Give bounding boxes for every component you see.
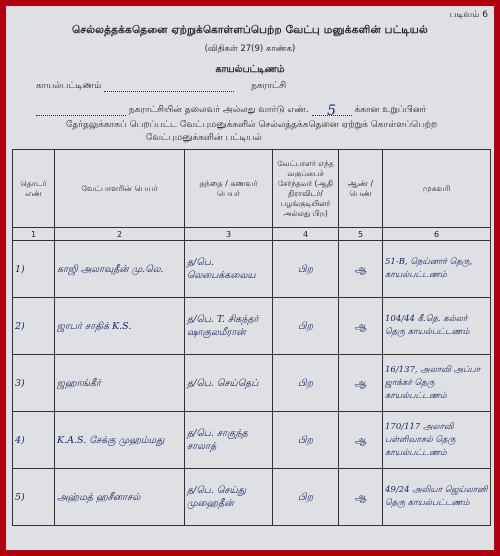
header-gender: ஆண் / பெண் <box>339 150 383 228</box>
row-category: பிற <box>273 355 339 412</box>
header-father: தந்தை / கணவர் பெயர் <box>185 150 273 228</box>
candidate-table <box>12 149 491 526</box>
column-number-row <box>13 228 491 241</box>
row-category: பிற <box>273 469 339 526</box>
list-description <box>66 119 437 145</box>
row-gender: ஆ <box>339 412 383 469</box>
row-category: பிற <box>273 412 339 469</box>
row-serial: 1) <box>13 241 55 298</box>
row-candidate-name: காஜி அலாவுதீன் மு.லெ. <box>55 241 185 298</box>
rule-reference: (விதிகள் 27(9) காண்க) <box>204 44 296 54</box>
column-number: 5 <box>339 228 383 241</box>
row-address: 16/137, அலாவி அப்பா ஜாக்கர் தெரு காயல்பட்டணம் <box>383 355 491 412</box>
row-father-name: த/பெ. சாகுந்த சாலாத் <box>185 412 273 469</box>
row-candidate-name: ஜாபர் சாதிக் K.S. <box>55 298 185 355</box>
table-row <box>13 469 491 526</box>
row-candidate-name: அஹ்மத் ஹசீனாசல் <box>55 469 185 526</box>
row-address: 51-B, நெய்னார் தெரு, காயல்பட்டணம் <box>383 241 491 298</box>
row-category: பிற <box>273 298 339 355</box>
table-row <box>13 412 491 469</box>
column-number: 1 <box>13 228 55 241</box>
table-row <box>13 241 491 298</box>
column-number: 3 <box>185 228 273 241</box>
row-category: பிற <box>273 241 339 298</box>
ward-suffix: க்கான உறுப்பினர் <box>354 105 427 115</box>
table-header-row <box>13 150 491 228</box>
row-gender: ஆ <box>339 469 383 526</box>
row-father-name: த/பெ. லெபைக்கலைய <box>185 241 273 298</box>
locality-line <box>36 81 476 92</box>
ward-line <box>36 103 494 119</box>
row-father-name: த/பெ. செய்தெப் <box>185 355 273 412</box>
column-number: 2 <box>55 228 185 241</box>
table-row <box>13 355 491 412</box>
row-father-name: த/பெ. T. சிகந்தர் ஷாகுலமீரான் <box>185 298 273 355</box>
locality-type: நகராட்சி <box>251 81 287 91</box>
column-number: 4 <box>273 228 339 241</box>
row-address: 104/44 கீ.தெ. கல்லர் தெரு காயல்பட்டணம் <box>383 298 491 355</box>
header-serial: தொடர் எண் <box>13 150 55 228</box>
row-address: 170/117 அலாவி பள்ளிவாசல் தெரு காயல்பட்டணம் <box>383 412 491 469</box>
form-number: படிவம் 6 <box>449 10 488 20</box>
row-serial: 2) <box>13 298 55 355</box>
locality-name: காயல்பட்டிணம் <box>36 81 102 91</box>
row-serial: 4) <box>13 412 55 469</box>
list-description-line: வேட்புமனுக்களின் பட்டியல் <box>146 133 262 143</box>
header-name: வேட்பாளரின் பெயர் <box>55 150 185 228</box>
ward-prefix: நகராட்சியின் தலைவர் அல்லது வார்டு எண். <box>128 105 309 115</box>
header-category: வேட்பாளர் எந்த வகுப்பைச் சேர்ந்தவர் (ஆதி திராவிடர்/ பழங்குடியினர் அல்லது பிற) <box>273 150 339 228</box>
fill-line <box>36 105 126 116</box>
row-address: 49/24 அலியா ஜெய்லானி தெரு காயல்பட்டணம் <box>383 469 491 526</box>
row-gender: ஆ <box>339 298 383 355</box>
form-sheet <box>6 6 494 550</box>
row-serial: 5) <box>13 469 55 526</box>
row-serial: 3) <box>13 355 55 412</box>
ward-field <box>312 103 352 119</box>
header-address: முகவரி <box>383 150 491 228</box>
row-candidate-name: K.A.S. சேக்கு முஹம்மது <box>55 412 185 469</box>
panchayat-name: காயல்பட்டிணம் <box>215 64 285 75</box>
form-title: செல்லத்தக்கதெனை ஏற்றுக்கொள்ளப்பெற்ற வேட்பு மனுக்களின் பட்டியல் <box>72 24 428 36</box>
list-description-line: தேர்தலுக்காகப் பெறப்பட்ட வேட்புமனுக்களில் செல்லத்தக்கதெனை ஏற்றுக் கொள்ளப்பெற்ற <box>66 120 438 130</box>
row-candidate-name: ஜஹாங்கீர் <box>55 355 185 412</box>
ward-number: 5 <box>327 103 337 119</box>
column-number: 6 <box>383 228 491 241</box>
row-gender: ஆ <box>339 241 383 298</box>
fill-line <box>104 81 234 92</box>
row-gender: ஆ <box>339 355 383 412</box>
table-row <box>13 298 491 355</box>
row-father-name: த/பெ. செய்து முஹைதீன் <box>185 469 273 526</box>
